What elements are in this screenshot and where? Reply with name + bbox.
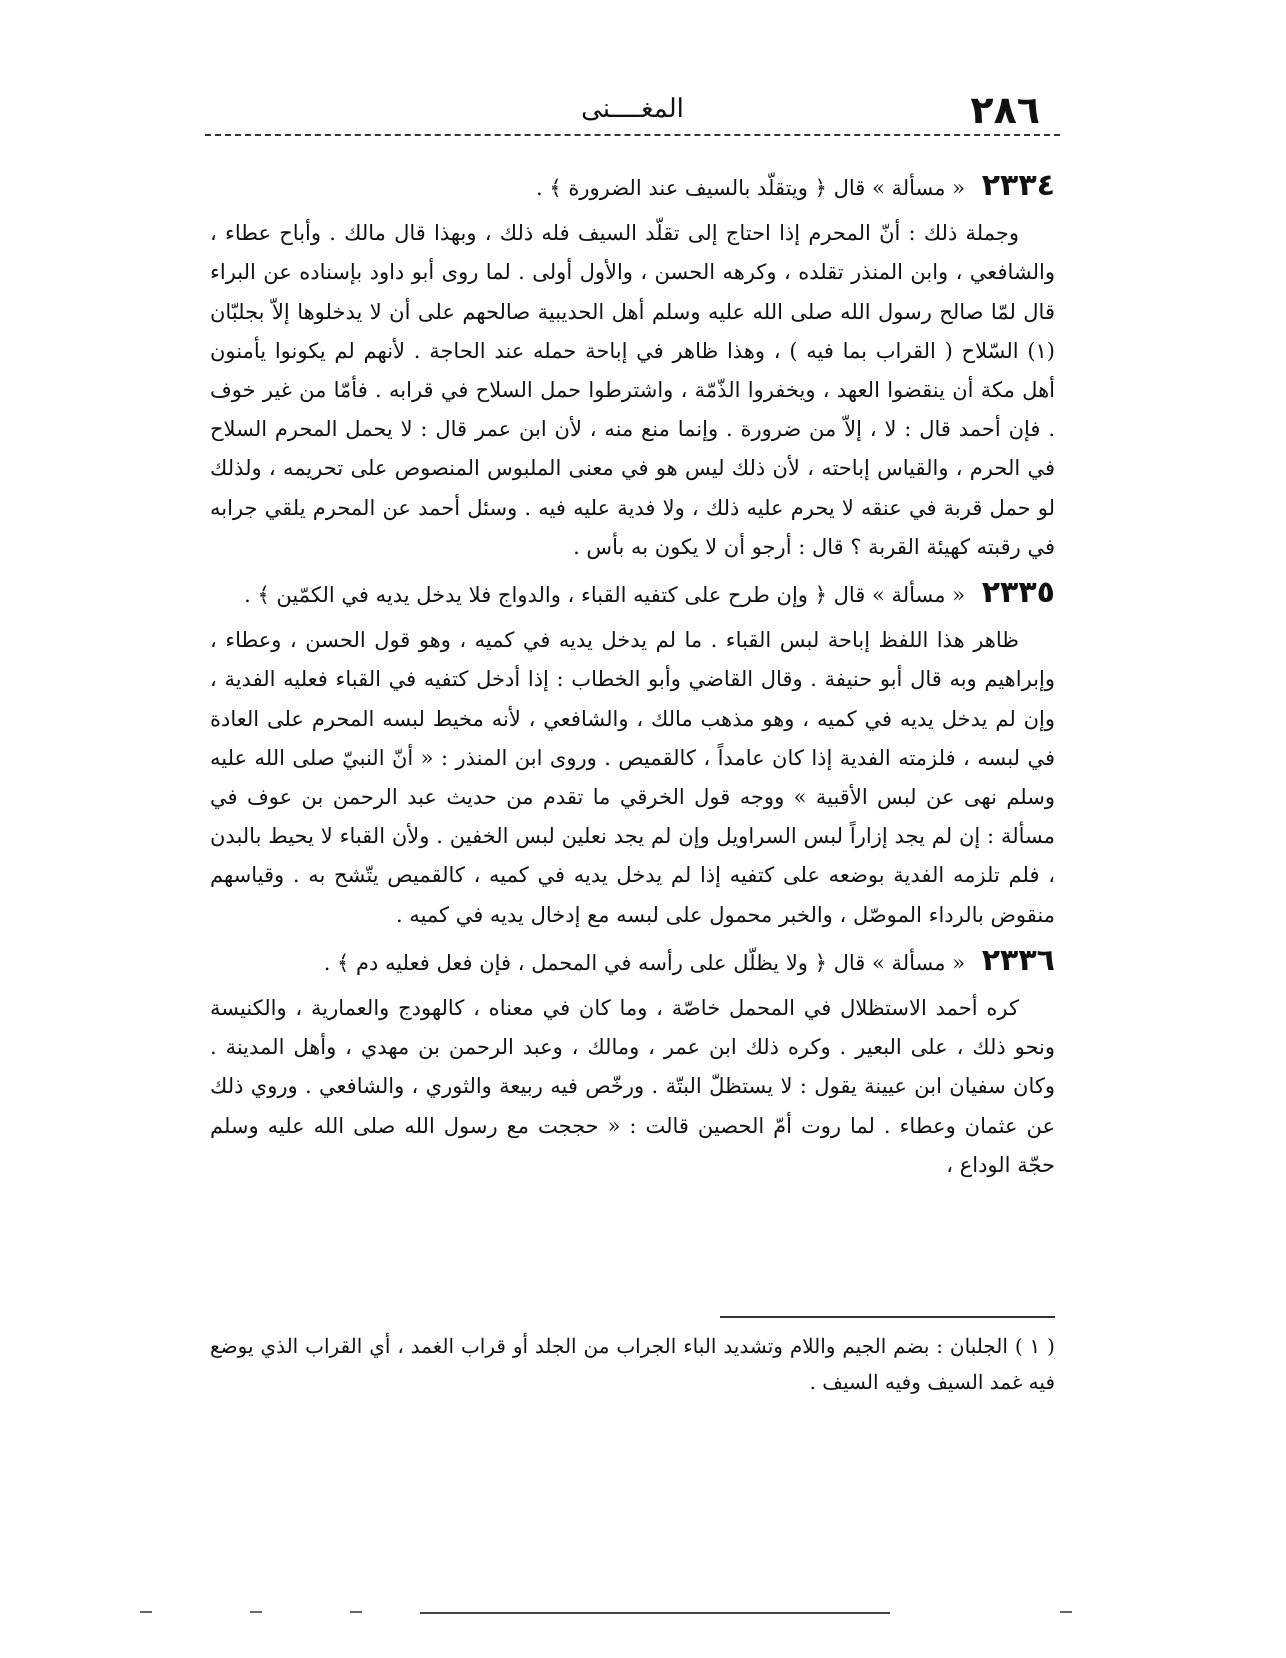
issue-title: « مسألة » قال ﴿ ولا يظلّل على رأسه في المحمل ، فإن فعل فعليه دم ﴾ . — [323, 950, 966, 975]
issue-heading — [210, 166, 1055, 208]
paragraph: ظاهر هذا اللفظ إباحة لبس القباء . ما لم يدخل يديه في كميه ، وهو قول الحسن ، وعطاء ، وإبراهيم وبه قال أبو حنيفة . وقال القاضي وأبو الخطاب : إذا أدخل كتفيه في القباء فعليه الفدية ، وإن لم يدخل يديه في كميه ، وهو مذهب مالك ، والشافعي ، لأنه مخيط لبسه المحرم على العادة في لبسه ، فلزمته الفدية إذا كان عامداً ، كالقميص . وروى ابن المنذر : « أنّ النبيّ صلى الله عليه وسلم نهى عن لبس الأقبية » ووجه قول الخرقي ما تقدم من حديث عبد الرحمن بن عوف في مسألة : إن لم يجد إزاراً لبس السراويل وإن لم يجد نعلين لبس الخفين . ولأن القباء لا يحيط بالبدن ، فلم تلزمه الفدية بوضعه على كتفيه إذا لم يدخل يديه في كميه ، كالقميص يتّشح به . وقياسهم منقوض بالرداء الموصّل ، والخبر محمول على لبسه مع إدخال يديه في كميه . — [210, 628, 1055, 927]
issue-heading — [210, 941, 1055, 983]
footnote — [210, 1328, 1055, 1400]
footnote-text: ( ١ ) الجلبان : بضم الجيم واللام وتشديد الباء الجراب من الجلد أو قراب الغمد ، أي القراب الذي يوضع فيه غمد السيف وفيه السيف . — [210, 1334, 1055, 1394]
header-rule — [205, 134, 1060, 136]
issue-title: « مسألة » قال ﴿ وإن طرح على كتفيه القباء ، والدواج فلا يدخل يديه في الكمّين ﴾ . — [244, 583, 966, 608]
running-title: المغــــنى — [581, 94, 684, 124]
bottom-mark — [250, 1611, 262, 1613]
bottom-mark — [350, 1611, 362, 1613]
bottom-mark — [140, 1611, 152, 1613]
issue-title: « مسألة » قال ﴿ ويتقلّد بالسيف عند الضرورة ﴾ . — [536, 176, 966, 200]
paragraph: كره أحمد الاستظلال في المحمل خاصّة ، وما كان في معناه ، كالهودج والعمارية ، والكنيسة ونحو ذلك ، على البعير . وكره ذلك ابن عمر ، ومالك ، وعبد الرحمن بن مهدي ، وأهل المدينة . وكان سفيان ابن عيينة يقول : لا يستظلّ البتّة . ورخّص فيه ربيعة والثوري ، والشافعي . وروي ذلك عن عثمان وعطاء . لما روت أمّ الحصين قالت : « حججت مع رسول الله صلى الله عليه وسلم حجّة الوداع ، — [210, 996, 1055, 1177]
page-header — [205, 88, 1060, 138]
issue-number: ٢٣٣٤ — [981, 168, 1055, 203]
issue-heading — [210, 573, 1055, 615]
page-number: ٢٨٦ — [970, 88, 1040, 132]
bottom-mark — [1060, 1611, 1072, 1613]
issue-number: ٢٣٣٥ — [981, 575, 1055, 611]
issue-number: ٢٣٣٦ — [981, 942, 1055, 978]
main-text — [210, 160, 1055, 1185]
footnote-rule — [720, 1316, 1055, 1318]
bottom-rule — [420, 1612, 890, 1614]
paragraph: وجملة ذلك : أنّ المحرم إذا احتاج إلى تقلّد السيف فله ذلك ، وبهذا قال مالك . وأباح عطاء ، والشافعي ، وابن المنذر تقلده ، وكرهه الحسن ، والأول أولى . لما روى أبو داود بإسناده عن البراء قال لمّا صالح رسول الله صلى الله عليه وسلم أهل الحديبية صالحهم على أن لا يدخلوها إلاّ بجلبّان (١) السّلاح ( القراب بما فيه ) ، وهذا ظاهر في إباحة حمله عند الحاجة . لأنهم لم يكونوا يأمنون أهل مكة أن ينقضوا العهد ، ويخفروا الذّمّة ، واشترطوا حمل السلاح في قرابه . فأمّا من غير خوف . فإن أحمد قال : لا ، إلاّ من ضرورة . وإنما منع منه ، لأن ابن عمر قال : لا يحمل المحرم السلاح في الحرم ، والقياس إباحته ، لأن ذلك ليس هو في معنى الملبوس المنصوص على تحريمه ، ولذلك لو حمل قربة في عنقه لا يحرم عليه ذلك ، ولا فدية عليه فيه . وسئل أحمد عن المحرم يلقي جرابه في رقبته كهيئة القربة ؟ قال : أرجو أن لا يكون به بأس . — [210, 221, 1055, 559]
